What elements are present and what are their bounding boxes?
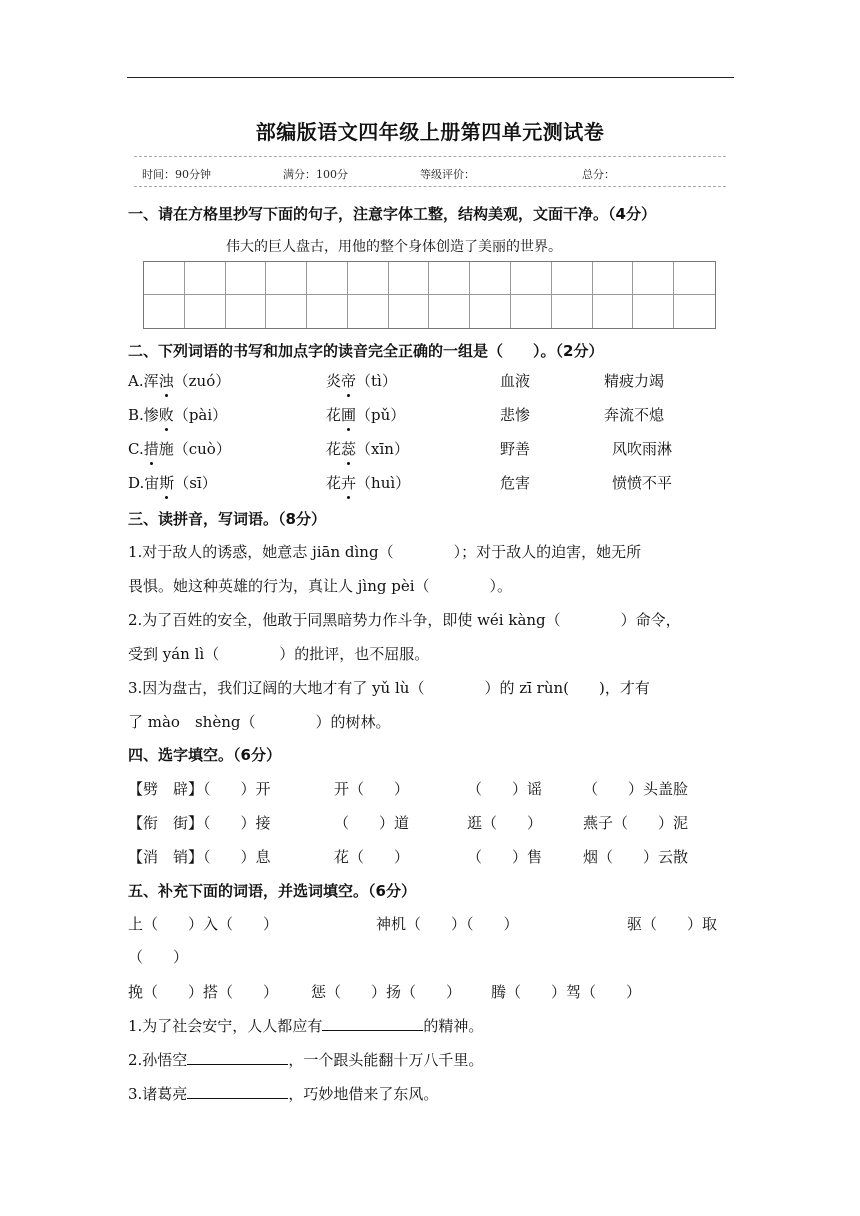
grid-cell[interactable]: [266, 262, 307, 295]
option-word-a: D.宙斯（sī）: [128, 474, 217, 492]
section-3-heading: 三、读拼音，写词语。（8分）: [128, 510, 326, 528]
page-title: 部编版语文四年级上册第四单元测试卷: [255, 120, 605, 144]
option-word-c: 危害: [500, 474, 531, 492]
option-word-a: B.惨败（pài）: [128, 406, 228, 424]
grid-cell[interactable]: [470, 295, 511, 328]
option-word-a: A.浑浊（zuó）: [128, 372, 231, 390]
idiom-blank-4: 挽（ ）搭（ ）: [128, 983, 279, 1001]
option-word-b: 炎帝（tì）: [326, 372, 397, 390]
grid-cell[interactable]: [185, 295, 226, 328]
header-rule: [127, 77, 734, 78]
meta-total: 总分：: [582, 168, 615, 181]
option-word-c: 野善: [500, 440, 531, 458]
grid-cell[interactable]: [144, 262, 185, 295]
option-word-b: 花卉（huì）: [326, 474, 411, 492]
option-word-a: C.措施（cuò）: [128, 440, 231, 458]
char-choice-item: 烟（ ）云散: [583, 848, 689, 866]
grid-cell[interactable]: [633, 295, 674, 328]
meta-time: 时间：90分钟: [142, 168, 211, 181]
grid-cell[interactable]: [593, 295, 634, 328]
grid-cell[interactable]: [429, 262, 470, 295]
option-word-d: 愤愤不平: [612, 474, 673, 492]
section-4-heading: 四、选字填空。（6分）: [128, 746, 281, 764]
option-word-d: 风吹雨淋: [612, 440, 673, 458]
section-2-heading: 二、下列词语的书写和加点字的读音完全正确的一组是（ ）。（2分）: [128, 342, 604, 360]
answer-blank-2[interactable]: [187, 1050, 288, 1065]
answer-blank-3[interactable]: [187, 1084, 288, 1099]
char-choice-item: 【消 销】（ ）息: [128, 848, 271, 866]
idiom-blank-3-cont: （ ）: [128, 948, 189, 966]
meta-divider-bottom: [134, 186, 726, 187]
char-choice-item: 【衔 街】（ ）接: [128, 814, 271, 832]
q1-prefix: 1.为了社会安宁，人人都应有: [128, 1017, 323, 1035]
option-word-b: 花圃（pǔ）: [326, 406, 406, 424]
grid-cell[interactable]: [389, 262, 430, 295]
grid-cell[interactable]: [226, 262, 267, 295]
grid-cell[interactable]: [674, 262, 715, 295]
grid-cell[interactable]: [389, 295, 430, 328]
meta-grade: 等级评价：: [420, 168, 475, 181]
grid-cell[interactable]: [511, 295, 552, 328]
grid-cell[interactable]: [226, 295, 267, 328]
grid-cell[interactable]: [348, 295, 389, 328]
s3-line: 畏惧。她这种英雄的行为，真让人 jìng pèi（ ）。: [128, 577, 513, 595]
q3-prefix: 3.诸葛亮: [128, 1085, 188, 1103]
char-choice-item: 燕子（ ）泥: [583, 814, 689, 832]
s3-line: 受到 yán lì（ ）的批评，也不屈服。: [128, 645, 430, 663]
option-word-c: 悲惨: [500, 406, 531, 424]
s3-line: 1.对于敌人的诱惑，她意志 jiān dìng（ ）；对于敌人的迫害，她无所: [128, 543, 642, 561]
option-word-d: 奔流不熄: [604, 406, 665, 424]
copy-sentence: 伟大的巨人盘古，用他的整个身体创造了美丽的世界。: [226, 239, 562, 255]
s3-line: 3.因为盘古，我们辽阔的大地才有了 yǔ lù（ ）的 zī rùn( )，才有: [128, 679, 650, 697]
s3-line: 2.为了百姓的安全，他敢于同黑暗势力作斗争，即使 wéi kàng（ ）命令，: [128, 611, 681, 629]
option-word-b: 花蕊（xīn）: [326, 440, 409, 458]
char-choice-item: （ ）头盖脸: [583, 780, 689, 798]
grid-cell[interactable]: [429, 295, 470, 328]
idiom-blank-6: 腾（ ）驾（ ）: [491, 983, 642, 1001]
fill-question-2: [128, 1049, 483, 1070]
grid-cell[interactable]: [185, 262, 226, 295]
s3-line: 了 mào shèng（ ）的树林。: [128, 713, 391, 731]
idiom-blank-5: 惩（ ）扬（ ）: [311, 983, 462, 1001]
char-choice-item: 开（ ）: [334, 780, 410, 798]
grid-cell[interactable]: [633, 262, 674, 295]
grid-cell[interactable]: [552, 262, 593, 295]
section-5-heading: 五、补充下面的词语，并选词填空。（6分）: [128, 882, 416, 900]
grid-cell[interactable]: [348, 262, 389, 295]
grid-cell[interactable]: [674, 295, 715, 328]
fill-question-1: [128, 1015, 483, 1036]
char-choice-item: 逛（ ）: [467, 814, 543, 832]
q2-prefix: 2.孙悟空: [128, 1051, 188, 1069]
idiom-blank-1: 上（ ）入（ ）: [128, 915, 279, 933]
answer-blank-1[interactable]: [322, 1016, 423, 1031]
q1-suffix: 的精神。: [423, 1017, 484, 1035]
char-choice-item: （ ）道: [334, 814, 410, 832]
char-choice-item: （ ）售: [467, 848, 543, 866]
grid-cell[interactable]: [144, 295, 185, 328]
meta-divider-top: [134, 156, 726, 157]
char-choice-item: 花（ ）: [334, 848, 410, 866]
option-word-d: 精疲力竭: [604, 372, 665, 390]
idiom-blank-2: 神机（ ）（ ）: [376, 915, 519, 933]
idiom-blank-3: 驱（ ）取: [627, 915, 718, 933]
char-choice-item: 【劈 辟】（ ）开: [128, 780, 271, 798]
grid-cell[interactable]: [307, 262, 348, 295]
meta-full-score: 满分：100分: [283, 168, 348, 181]
section-1-heading: 一、请在方格里抄写下面的句子，注意字体工整，结构美观，文面干净。（4分）: [128, 205, 656, 223]
q3-suffix: ，巧妙地借来了东风。: [288, 1085, 439, 1103]
writing-grid[interactable]: [143, 261, 716, 329]
grid-cell[interactable]: [307, 295, 348, 328]
fill-question-3: [128, 1083, 438, 1104]
grid-cell[interactable]: [552, 295, 593, 328]
grid-cell[interactable]: [470, 262, 511, 295]
grid-cell[interactable]: [266, 295, 307, 328]
grid-cell[interactable]: [511, 262, 552, 295]
grid-cell[interactable]: [593, 262, 634, 295]
q2-suffix: ，一个跟头能翻十万八千里。: [288, 1051, 484, 1069]
char-choice-item: （ ）谣: [467, 780, 543, 798]
option-word-c: 血液: [500, 372, 531, 390]
